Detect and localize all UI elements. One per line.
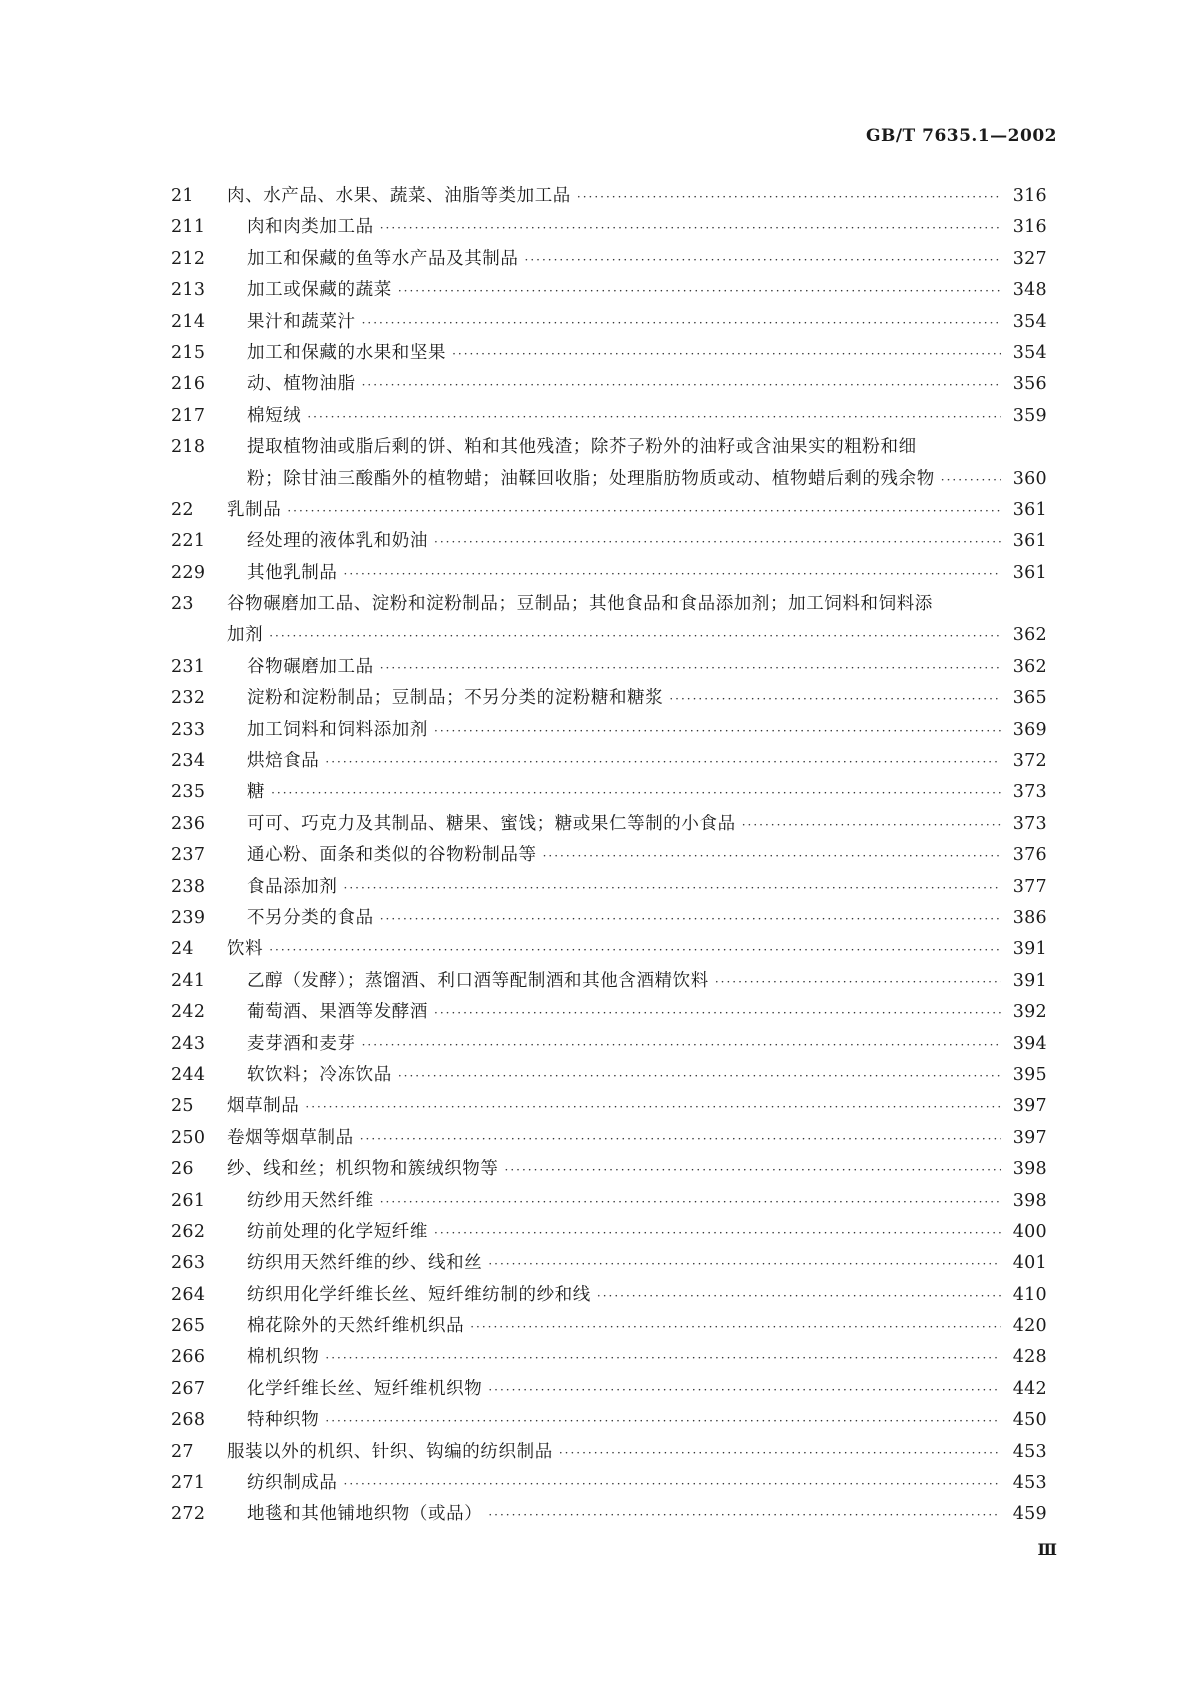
- toc-entry[interactable]: [171, 777, 1047, 808]
- toc-entry-title: 加工饲料和饲料添加剂: [247, 719, 428, 740]
- toc-entry-title: 肉和肉类加工品: [247, 217, 374, 238]
- toc-entry[interactable]: [171, 369, 1047, 400]
- toc-entry[interactable]: [171, 746, 1047, 777]
- dot-leader: [305, 1092, 1001, 1123]
- toc-entry-code: 214: [171, 311, 206, 332]
- toc-entry-page: 356: [1012, 374, 1047, 395]
- dot-leader: [325, 747, 1001, 778]
- toc-entry-title: 麦芽酒和麦芽: [247, 1033, 356, 1054]
- dot-leader: [941, 465, 1001, 496]
- toc-entry[interactable]: [171, 903, 1047, 934]
- dot-leader: [380, 1187, 1001, 1218]
- dot-leader: [398, 276, 1001, 307]
- toc-entry-page: 397: [1012, 1096, 1047, 1117]
- toc-entry-code: 261: [171, 1190, 206, 1211]
- toc-entry[interactable]: [171, 1248, 1047, 1279]
- toc-entry-title: 棉机织物: [247, 1347, 320, 1368]
- toc-entry-code: 265: [171, 1316, 206, 1337]
- toc-entry[interactable]: [171, 181, 1047, 212]
- toc-entry[interactable]: [171, 338, 1047, 369]
- toc-entry-code: 218: [171, 437, 206, 458]
- toc-entry-code: 217: [171, 405, 206, 426]
- toc-entry-page: 359: [1012, 405, 1047, 426]
- toc-entry-code: 212: [171, 248, 206, 269]
- toc-entry-page: 354: [1012, 342, 1047, 363]
- toc-entry-page: 361: [1012, 562, 1047, 583]
- standard-code: GB/T 7635.1—2002: [865, 126, 1057, 146]
- toc-entry-code: 238: [171, 876, 206, 897]
- toc-entry-title: 加剂: [227, 625, 264, 646]
- toc-entry-title: 棉短绒: [247, 405, 302, 426]
- dot-leader: [360, 1124, 1001, 1155]
- toc-entry-code: 236: [171, 813, 206, 834]
- toc-entry-page: 450: [1012, 1410, 1047, 1431]
- toc-entry[interactable]: [171, 1311, 1047, 1342]
- toc-entry-page: 420: [1012, 1316, 1047, 1337]
- toc-entry-page: 398: [1012, 1159, 1047, 1180]
- toc-entry-page: 372: [1012, 751, 1047, 772]
- toc-entry-title: 服装以外的机织、针织、钩编的纺织制品: [227, 1441, 553, 1462]
- toc-entry-page: 373: [1012, 813, 1047, 834]
- dot-leader: [434, 998, 1001, 1029]
- toc-entry[interactable]: [171, 1060, 1047, 1091]
- toc-entry-page: 327: [1012, 248, 1047, 269]
- toc-entry[interactable]: [171, 1374, 1047, 1405]
- toc-entry-page: 373: [1012, 782, 1047, 803]
- dot-leader: [344, 873, 1002, 904]
- dot-leader: [434, 1218, 1001, 1249]
- toc-entry-page: 453: [1012, 1473, 1047, 1494]
- toc-entry[interactable]: [171, 495, 1047, 526]
- toc-entry-title: 果汁和蔬菜汁: [247, 311, 356, 332]
- toc-entry-page: 395: [1012, 1064, 1047, 1085]
- toc-entry-page: 401: [1012, 1253, 1047, 1274]
- toc-entry-page: 362: [1012, 656, 1047, 677]
- toc-entry-title: 葡萄酒、果酒等发酵酒: [247, 1002, 428, 1023]
- toc-entry-code: 25: [171, 1096, 194, 1117]
- dot-leader: [669, 684, 1001, 715]
- toc-entry[interactable]: [171, 401, 1047, 432]
- toc-entry[interactable]: [171, 212, 1047, 243]
- toc-entry-title: 烘焙食品: [247, 751, 320, 772]
- toc-entry-page: 442: [1012, 1378, 1047, 1399]
- toc-entry-code: 232: [171, 688, 206, 709]
- toc-entry-code: 24: [171, 939, 194, 960]
- toc-entry[interactable]: [171, 1186, 1047, 1217]
- toc-entry-title: 可可、巧克力及其制品、糖果、蜜饯；糖或果仁等制的小食品: [247, 813, 736, 834]
- toc-entry-title: 其他乳制品: [247, 562, 338, 583]
- toc-entry-title: 糖: [247, 782, 266, 803]
- toc-entry-title: 化学纤维长丝、短纤维机织物: [247, 1378, 483, 1399]
- toc-entry-code: 26: [171, 1159, 194, 1180]
- toc-entry-page: 394: [1012, 1033, 1047, 1054]
- toc-entry[interactable]: [171, 1342, 1047, 1373]
- toc-entry[interactable]: [171, 1029, 1047, 1060]
- toc-entry-title: 乙醇（发酵）；蒸馏酒、利口酒等配制酒和其他含酒精饮料: [247, 970, 709, 991]
- toc-entry-page: 377: [1012, 876, 1047, 897]
- toc-entry-title: 食品添加剂: [247, 876, 338, 897]
- toc-entry-page: 400: [1012, 1221, 1047, 1242]
- toc-entry-code: 241: [171, 970, 206, 991]
- dot-leader: [505, 1155, 1002, 1186]
- toc-entry-title: 纺前处理的化学短纤维: [247, 1221, 428, 1242]
- toc-entry-title: 经处理的液体乳和奶油: [247, 531, 428, 552]
- dot-leader: [543, 841, 1001, 872]
- toc-entry-page: 391: [1012, 939, 1047, 960]
- toc-entry-title: 特种织物: [247, 1410, 320, 1431]
- toc-entry-code: 239: [171, 908, 206, 929]
- dot-leader: [470, 1312, 1001, 1343]
- toc-entry-code: 235: [171, 782, 206, 803]
- toc-entry-code: 21: [171, 186, 194, 206]
- toc-entry-title: 乳制品: [227, 499, 282, 520]
- toc-entry-code: 267: [171, 1378, 206, 1399]
- toc-entry-page: 316: [1012, 217, 1047, 238]
- toc-entry[interactable]: [171, 997, 1047, 1028]
- dot-leader: [271, 778, 1001, 809]
- toc-entry[interactable]: [171, 307, 1047, 338]
- dot-leader: [325, 1406, 1001, 1437]
- toc-entry-code: 264: [171, 1284, 206, 1305]
- dot-leader: [269, 621, 1001, 652]
- toc-entry-title: 纺织用天然纤维的纱、线和丝: [247, 1253, 483, 1274]
- toc-entry-code: 233: [171, 719, 206, 740]
- toc-entry-title: 谷物碾磨加工品: [247, 656, 374, 677]
- toc-entry[interactable]: [171, 1280, 1047, 1311]
- toc-entry-title: 卷烟等烟草制品: [227, 1127, 354, 1148]
- toc-entry[interactable]: [171, 840, 1047, 871]
- toc-entry[interactable]: [171, 1468, 1047, 1499]
- toc-entry-page: 391: [1012, 970, 1047, 991]
- dot-leader: [380, 653, 1001, 684]
- toc-entry-code: 262: [171, 1221, 206, 1242]
- toc-entry[interactable]: [171, 558, 1047, 589]
- toc-entry-page: 369: [1012, 719, 1047, 740]
- toc-entry-page: 365: [1012, 688, 1047, 709]
- dot-leader: [344, 1469, 1002, 1500]
- dot-leader: [380, 213, 1001, 244]
- dot-leader: [398, 1061, 1001, 1092]
- toc-entry-title: 淀粉和淀粉制品；豆制品；不另分类的淀粉糖和糖浆: [247, 688, 664, 709]
- dot-leader: [325, 1343, 1001, 1374]
- dot-leader: [362, 308, 1001, 339]
- toc-entry-page: 316: [1012, 186, 1047, 206]
- toc-entry-page: 348: [1012, 280, 1047, 301]
- toc-entry-code: 23: [171, 594, 194, 615]
- toc-entry-title: 纱、线和丝；机织物和簇绒织物等: [227, 1159, 499, 1180]
- toc-entry-code: 271: [171, 1473, 206, 1494]
- toc-entry-page: 453: [1012, 1441, 1047, 1462]
- toc-entry-title: 加工和保藏的水果和坚果: [247, 342, 447, 363]
- toc-entry-code: 237: [171, 845, 206, 866]
- toc-entry-code: 272: [171, 1504, 206, 1525]
- toc-entry[interactable]: [171, 1154, 1047, 1185]
- toc-entry-title: 粉；除甘油三酸酯外的植物蜡；油鞣回收脂；处理脂肪物质或动、植物蜡后剩的残余物: [247, 468, 935, 489]
- toc-entry-title: 提取植物油或脂后剩的饼、粕和其他残渣；除芥子粉外的油籽或含油果实的粗粉和细: [247, 437, 917, 458]
- toc-entry-page: 410: [1012, 1284, 1047, 1305]
- toc-entry-code: 213: [171, 280, 206, 301]
- toc-entry[interactable]: [171, 275, 1047, 306]
- toc-entry-code: 216: [171, 374, 206, 395]
- toc-entry[interactable]: [171, 1405, 1047, 1436]
- toc-entry-code: 231: [171, 656, 206, 677]
- toc-entry[interactable]: [171, 966, 1047, 997]
- toc-entry-page: 361: [1012, 499, 1047, 520]
- toc-entry-title: 烟草制品: [227, 1096, 300, 1117]
- toc-entry-page: 354: [1012, 311, 1047, 332]
- toc-entry-page: 398: [1012, 1190, 1047, 1211]
- toc-entry[interactable]: [171, 1499, 1047, 1530]
- toc-entry-code: 215: [171, 342, 206, 363]
- dot-leader: [488, 1500, 1001, 1531]
- dot-leader: [380, 904, 1001, 935]
- toc-entry-code: 27: [171, 1441, 194, 1462]
- dot-leader: [434, 716, 1001, 747]
- toc-entry[interactable]: [171, 872, 1047, 903]
- dot-leader: [269, 935, 1001, 966]
- toc-entry-page: 392: [1012, 1002, 1047, 1023]
- toc-entry-title: 软饮料；冷冻饮品: [247, 1064, 392, 1085]
- dot-leader: [488, 1375, 1001, 1406]
- page-number: Ⅲ: [1037, 1540, 1057, 1559]
- toc-entry-title: 纺织用化学纤维长丝、短纤维纺制的纱和线: [247, 1284, 591, 1305]
- dot-leader: [559, 1438, 1001, 1469]
- toc-entry-code: 266: [171, 1347, 206, 1368]
- toc-entry[interactable]: [171, 683, 1047, 714]
- toc-entry-title: 纺纱用天然纤维: [247, 1190, 374, 1211]
- toc-entry-code: 244: [171, 1064, 206, 1085]
- dot-leader: [362, 1030, 1001, 1061]
- toc-entry-code: 234: [171, 751, 206, 772]
- toc-entry-title: 通心粉、面条和类似的谷物粉制品等: [247, 845, 537, 866]
- toc-entry[interactable]: [171, 1091, 1047, 1122]
- toc-entry-page: 376: [1012, 845, 1047, 866]
- toc-entry-code: 243: [171, 1033, 206, 1054]
- toc-entry-code: 268: [171, 1410, 206, 1431]
- toc-entry[interactable]: [171, 652, 1047, 683]
- toc-entry-page: 397: [1012, 1127, 1047, 1148]
- toc-entry-code: 250: [171, 1127, 206, 1148]
- toc-entry-page: 459: [1012, 1504, 1047, 1525]
- toc-entry[interactable]: [171, 715, 1047, 746]
- toc-entry[interactable]: [171, 244, 1047, 275]
- toc-entry[interactable]: [171, 589, 1047, 652]
- toc-entry-page: 362: [1012, 625, 1047, 646]
- toc-entry-code: 221: [171, 531, 206, 552]
- toc-entry-page: 360: [1012, 468, 1047, 489]
- toc-entry-title: 动、植物油脂: [247, 374, 356, 395]
- toc-entry[interactable]: [171, 432, 1047, 495]
- toc-entry-title: 饮料: [227, 939, 264, 960]
- toc-entry-code: 211: [171, 217, 206, 238]
- dot-leader: [307, 402, 1001, 433]
- dot-leader: [434, 527, 1001, 558]
- toc-entry[interactable]: [171, 1123, 1047, 1154]
- toc-entry-title: 纺织制成品: [247, 1473, 338, 1494]
- toc-entry-title: 谷物碾磨加工品、淀粉和淀粉制品；豆制品；其他食品和食品添加剂；加工饲料和饲料添: [227, 594, 933, 615]
- dot-leader: [577, 182, 1001, 213]
- toc-entry-code: 229: [171, 562, 206, 583]
- toc-entry-code: 263: [171, 1253, 206, 1274]
- toc-entry-title: 加工或保藏的蔬菜: [247, 280, 392, 301]
- dot-leader: [715, 967, 1001, 998]
- toc-entry-title: 棉花除外的天然纤维机织品: [247, 1316, 465, 1337]
- toc-entry-title: 肉、水产品、水果、蔬菜、油脂等类加工品: [227, 186, 571, 206]
- toc-entry-title: 加工和保藏的鱼等水产品及其制品: [247, 248, 519, 269]
- toc-entry-page: 361: [1012, 531, 1047, 552]
- toc-entry[interactable]: [171, 934, 1047, 965]
- dot-leader: [597, 1281, 1001, 1312]
- toc-entry-code: 242: [171, 1002, 206, 1023]
- toc-entry[interactable]: [171, 1437, 1047, 1468]
- toc-entry[interactable]: [171, 526, 1047, 557]
- dot-leader: [488, 1249, 1001, 1280]
- toc-entry[interactable]: [171, 809, 1047, 840]
- dot-leader: [362, 370, 1001, 401]
- dot-leader: [287, 496, 1001, 527]
- toc-entry-page: 428: [1012, 1347, 1047, 1368]
- toc-entry-code: 22: [171, 499, 194, 520]
- dot-leader: [525, 245, 1002, 276]
- toc-entry-page: 386: [1012, 908, 1047, 929]
- toc-entry-title: 不另分类的食品: [247, 908, 374, 929]
- toc-entry[interactable]: [171, 1217, 1047, 1248]
- toc-entry-title: 地毯和其他铺地织物（或品）: [247, 1504, 483, 1525]
- dot-leader: [452, 339, 1001, 370]
- table-of-contents: [171, 181, 1047, 1531]
- dot-leader: [742, 810, 1001, 841]
- dot-leader: [344, 559, 1002, 590]
